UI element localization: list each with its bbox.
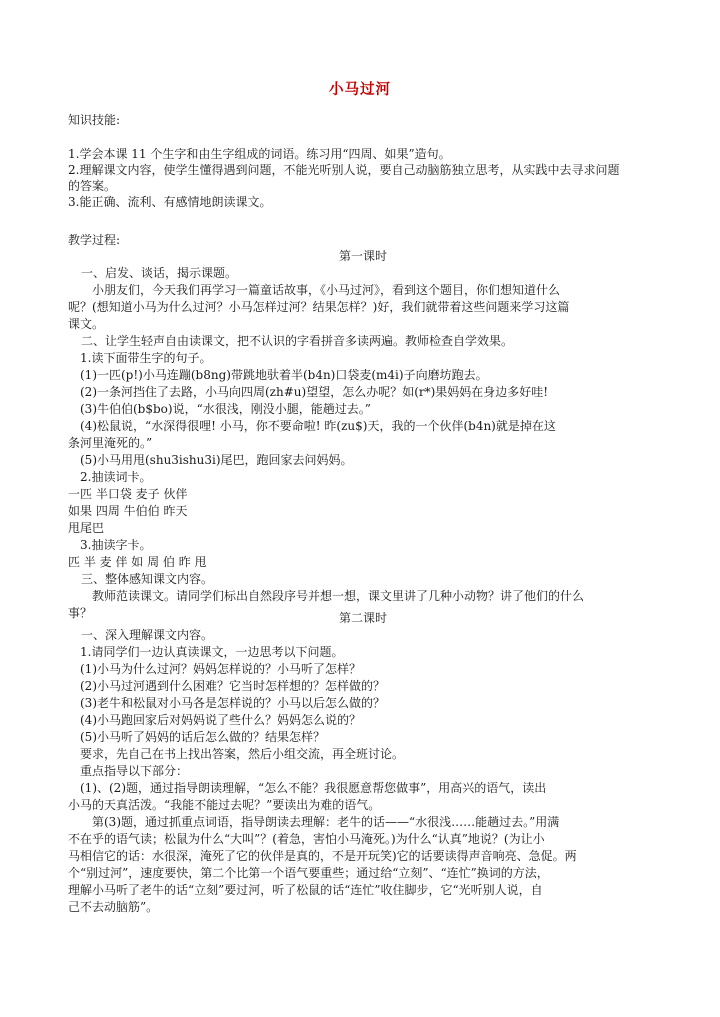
text-line: 己不去动脑筋”。 <box>68 900 159 914</box>
text-line: 要求，先自己在书上找出答案，然后小组交流，再全班讨论。 <box>80 747 405 761</box>
text-line: 呢？(想知道小马为什么过河？小马怎样过河？结果怎样？)好，我们就带着这些问题来学习这篇 <box>68 300 570 314</box>
lesson-2 <box>68 610 658 916</box>
text-line: (5)小马用甩(shu3ishu3i)尾巴，跑回家去问妈妈。 <box>80 453 353 467</box>
section-heading: 教学过程: <box>68 233 121 247</box>
lesson-title: 第一课时 <box>338 249 387 263</box>
knowledge-list <box>68 146 658 210</box>
text-line: 3.抽读字卡。 <box>80 538 152 552</box>
text-line: 一、启发、谈话，揭示课题。 <box>81 266 238 280</box>
text-line: 1.读下面带生字的句子。 <box>80 351 212 365</box>
section-heading: 知识技能: <box>68 113 121 127</box>
text-line: 第(3)题，通过抓重点词语，指导朗读去理解：老牛的话——“水很浅……能趟过去。”用满 <box>92 815 560 829</box>
text-line: 小马的天真活泼。“我能不能过去呢？”要读出为难的语气。 <box>68 798 381 812</box>
text-line: (3)牛伯伯(b$bo)说，“水很浅，刚没小腿，能趟过去。” <box>80 402 371 416</box>
text-line: 课文。 <box>68 317 105 331</box>
knowledge-item: 的答案。 <box>68 179 117 193</box>
text-line: 教师范读课文。请同学们标出自然段序号并想一想，课文里讲了几种小动物？讲了他们的什么 <box>92 589 585 603</box>
question-line: (3)老牛和松鼠对小马各是怎样说的？小马以后怎么做的？ <box>80 696 386 710</box>
text-line: 事？ <box>68 606 93 620</box>
text-line: 二、让学生轻声自由读课文，把不认识的字看拼音多读两遍。教师检查自学效果。 <box>81 334 514 348</box>
char-card-row: 匹 半 麦 伴 如 周 伯 昨 甩 <box>68 555 207 569</box>
question-line: (4)小马跑回家后对妈妈说了些什么？妈妈怎么说的？ <box>80 713 362 727</box>
vocab-card-row: 一匹 半口袋 麦子 伙伴 <box>68 487 188 501</box>
text-line: 1.请同学们一边认真读课文，一边思考以下问题。 <box>80 645 344 659</box>
text-line: 一、深入理解课文内容。 <box>81 628 214 642</box>
text-line: 三、整体感知课文内容。 <box>81 572 214 586</box>
knowledge-item: 3.能正确、流利、有感情地朗读课文。 <box>68 195 272 209</box>
text-line: 2.抽读词卡。 <box>80 470 152 484</box>
text-line: 小朋友们，今天我们再学习一篇童话故事，《小马过河》，看到这个题目，你们想知道什么 <box>92 283 561 297</box>
lesson-title: 第二课时 <box>338 611 387 625</box>
process-heading <box>68 232 658 248</box>
question-line: (2)小马过河遇到什么困难？它当时怎样想的？怎样做的？ <box>80 679 386 693</box>
knowledge-item: 1.学会本课 11 个生字和由生字组成的词语。练习用“四周、如果”造句。 <box>68 147 451 161</box>
text-line: (1)、(2)题，通过指导朗读理解，“怎么不能？我很愿意帮您做事”，用高兴的语气，读出 <box>80 781 547 795</box>
text-line: 重点指导以下部分： <box>80 764 189 778</box>
text-line: 条河里淹死的。” <box>68 436 153 450</box>
text-line: (4)松鼠说，“水深得很哩! 小马，你不要命啦! 昨(zu$)天，我的一个伙伴(b4n)就是掉在这 <box>80 419 556 433</box>
vocab-card-row: 如果 四周 牛伯伯 昨天 <box>68 504 188 518</box>
text-line: (2)一条河挡住了去路，小马向四周(zh#u)望望，怎么办呢？如(r*)果妈妈在身边多好哇! <box>80 385 549 399</box>
document-title: 小马过河 <box>329 81 391 98</box>
question-line: (5)小马听了妈妈的话后怎么做的？结果怎样？ <box>80 730 325 744</box>
lesson-1 <box>68 248 658 622</box>
text-line: (1)一匹(p!)小马连蹦(b8ng)带跳地驮着半(b4n)口袋麦(m4i)子向磨坊跑去。 <box>80 368 488 382</box>
text-line: 个“别过河”，速度要快，第二个比第一个语气要重些；通过给“立刻”、“连忙”换词的方法， <box>68 866 549 880</box>
knowledge-item: 2.理解课文内容，使学生懂得遇到问题，不能光听别人说，要自己动脑筋独立思考，从实践中去寻求问题 <box>68 163 620 177</box>
text-line: 马相信它的话：水很深，淹死了它的伙伴是真的，不是开玩笑)它的话要读得声音响亮、急促。两 <box>68 849 577 863</box>
text-line: 理解小马听了老牛的话“立刻”要过河，听了松鼠的话“连忙”收住脚步，它“光听别人说，自 <box>68 883 543 897</box>
vocab-card-row: 甩尾巴 <box>68 521 105 535</box>
text-line: 不在乎的语气读；松鼠为什么“大叫”？(着急，害怕小马淹死。)为什么“认真”地说？(为让小 <box>68 832 545 846</box>
question-line: (1)小马为什么过河？妈妈怎样说的？小马听了怎样？ <box>80 662 362 676</box>
knowledge-heading <box>68 112 658 128</box>
